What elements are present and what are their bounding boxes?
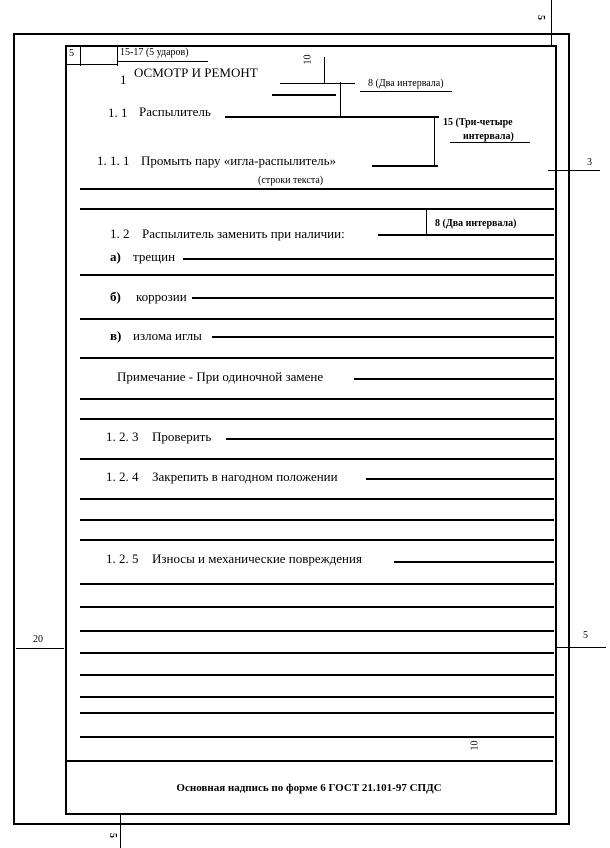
indent-tick xyxy=(80,46,81,66)
text-line xyxy=(80,398,554,400)
item-a-number: а) xyxy=(110,249,121,264)
two-intervals-arrow xyxy=(340,82,341,116)
p125-number: 1. 2. 5 xyxy=(106,551,139,566)
title-block-text: Основная надпись по форме 6 ГОСТ 21.101-97 СПДС xyxy=(176,781,442,794)
title-gap-arrow xyxy=(324,57,325,83)
three-four-intervals-arrow xyxy=(434,116,435,166)
text-line xyxy=(366,478,554,480)
text-line xyxy=(80,539,554,541)
h3-line xyxy=(372,165,438,167)
h2-number: 1. 1 xyxy=(108,105,128,120)
text-line xyxy=(80,188,554,190)
text-line xyxy=(394,561,554,563)
text-line xyxy=(80,519,554,521)
h3-heading: Промыть пару «игла-распылитель» xyxy=(141,153,337,168)
item-c-number: в) xyxy=(110,328,122,343)
item-a-text: трещин xyxy=(133,249,176,264)
two-intervals-label: 8 (Два интервала) xyxy=(368,78,444,89)
p123-text: Проверить xyxy=(152,429,212,444)
text-line xyxy=(80,674,554,676)
label-underline xyxy=(450,142,530,143)
text-lines-label: (строки текста) xyxy=(258,175,324,186)
text-line xyxy=(183,258,554,260)
right-margin-label: 5 xyxy=(583,630,588,641)
right-margin-dimension xyxy=(556,647,606,648)
p123-number: 1. 2. 3 xyxy=(106,429,139,444)
left-margin-dimension xyxy=(16,648,64,649)
p124-text: Закрепить в нагодном положении xyxy=(152,469,338,484)
h1-line xyxy=(272,94,336,96)
title-gap-label: 10 xyxy=(302,54,314,65)
text-line xyxy=(354,378,554,380)
text-line xyxy=(378,234,554,236)
bottom-margin-label: 5 xyxy=(107,833,118,838)
text-line xyxy=(80,274,554,276)
top-margin-label: 5 xyxy=(535,15,546,20)
text-line xyxy=(80,458,554,460)
indent-dimension-line xyxy=(66,64,118,65)
h2-line xyxy=(225,116,439,118)
text-line xyxy=(80,712,554,714)
paragraph-indent-label: 15-17 (5 ударов) xyxy=(120,47,189,58)
text-edge-tick xyxy=(555,164,557,188)
text-line xyxy=(80,652,554,654)
bottom-margin-dimension xyxy=(120,813,121,848)
top-margin-dimension-line xyxy=(551,0,552,45)
item-b-number: б) xyxy=(110,289,121,304)
text-line xyxy=(80,736,554,738)
p125-text: Износы и механические повреждения xyxy=(152,551,362,566)
two-intervals-arrow-2 xyxy=(426,209,427,234)
text-line xyxy=(80,696,554,698)
text-line xyxy=(80,583,554,585)
h1-number: 1 xyxy=(120,72,127,87)
left-indent-label: 5 xyxy=(69,48,74,59)
label-underline xyxy=(360,91,452,92)
text-line xyxy=(80,318,554,320)
three-four-intervals-label-2: интервала) xyxy=(463,131,514,142)
left-margin-label: 20 xyxy=(33,634,43,645)
text-line xyxy=(212,336,554,338)
h3-number: 1. 1. 1 xyxy=(97,153,130,168)
bottom-gap-label: 10 xyxy=(469,740,481,751)
item-c-text: излома иглы xyxy=(133,328,202,343)
text-line xyxy=(80,208,554,210)
right-gap-label: 3 xyxy=(587,157,592,168)
title-guide xyxy=(280,83,355,84)
p12-text: Распылитель заменить при наличии: xyxy=(142,226,345,241)
item-b-text: коррозии xyxy=(136,289,187,304)
text-line xyxy=(80,630,554,632)
h2-heading: Распылитель xyxy=(139,104,211,119)
indent-tick xyxy=(117,46,118,66)
two-intervals-label-2: 8 (Два интервала) xyxy=(435,218,517,229)
title-block xyxy=(65,760,553,813)
text-line xyxy=(226,438,554,440)
h1-heading: ОСМОТР И РЕМОНТ xyxy=(134,65,258,80)
three-four-intervals-label: 15 (Три-четыре xyxy=(443,117,513,128)
text-line xyxy=(80,357,554,359)
p124-number: 1. 2. 4 xyxy=(106,469,139,484)
text-line xyxy=(80,418,554,420)
note-text: Примечание - При одиночной замене xyxy=(117,369,324,384)
text-line xyxy=(80,498,554,500)
text-line xyxy=(192,297,554,299)
indent-underline xyxy=(118,61,208,62)
p12-number: 1. 2 xyxy=(110,226,130,241)
text-line xyxy=(80,606,554,608)
